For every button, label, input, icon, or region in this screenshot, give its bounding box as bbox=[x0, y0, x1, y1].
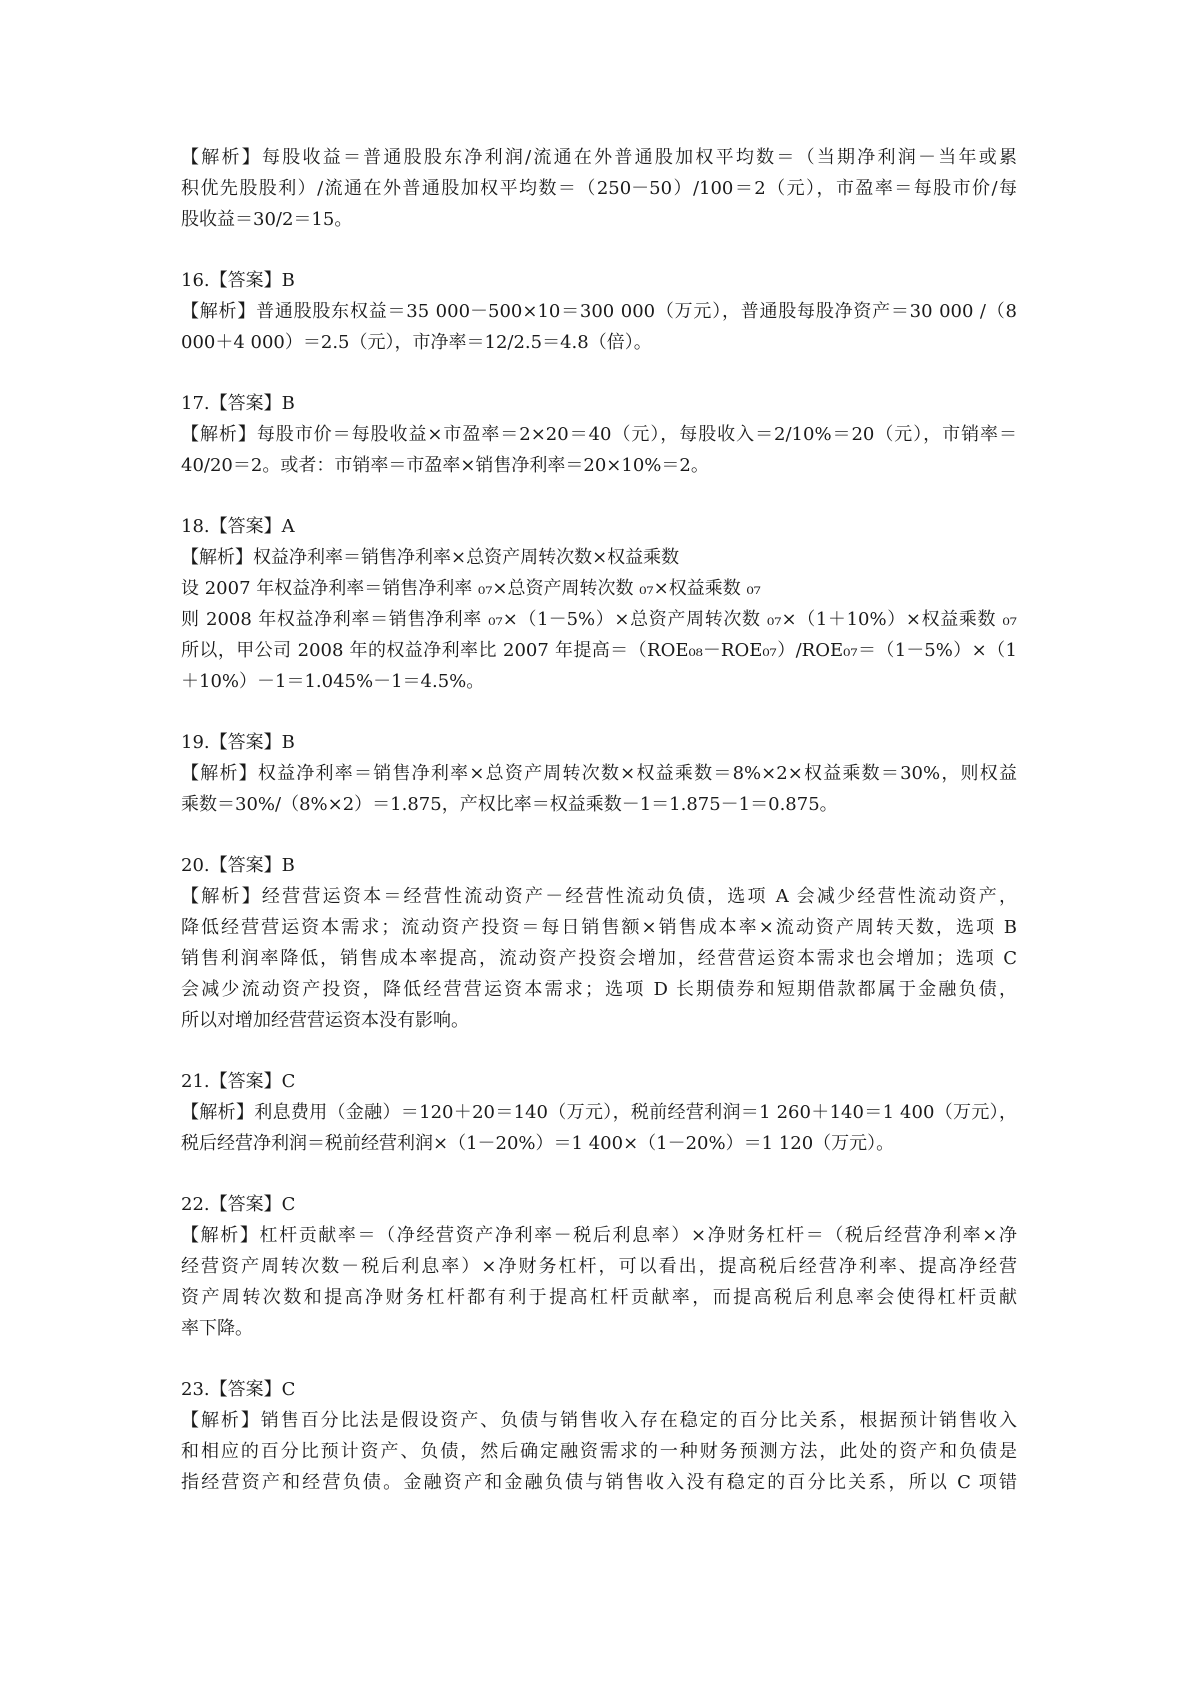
analysis-line: 40/20＝2。或者：市销率＝市盈率×销售净利率＝20×10%＝2。 bbox=[181, 455, 709, 476]
answer-heading: 17.【答案】B bbox=[181, 393, 295, 414]
analysis-line: 【解析】权益净利率＝销售净利率×总资产周转次数×权益乘数 bbox=[181, 547, 680, 568]
analysis-line: 所以，甲公司 2008 年的权益净利率比 2007 年提高＝（ROE₀₈－ROE₀₇）/ROE₀₇＝（1－5%）×（1 bbox=[181, 640, 1017, 661]
analysis-line: 所以对增加经营营运资本没有影响。 bbox=[181, 1010, 469, 1031]
analysis-line: 000＋4 000）＝2.5（元），市净率＝12/2.5＝4.8（倍）。 bbox=[181, 332, 652, 353]
answer-block-18 bbox=[181, 511, 1017, 697]
analysis-line: 【解析】杠杆贡献率＝（净经营资产净利率－税后利息率）×净财务杠杆＝（税后经营净利率×净 bbox=[181, 1225, 1017, 1246]
answer-block-17 bbox=[181, 388, 1017, 481]
analysis-line: 【解析】每股市价＝每股收益×市盈率＝2×20＝40（元），每股收入＝2/10%＝20（元），市销率＝ bbox=[181, 424, 1017, 445]
answer-block-15-analysis bbox=[181, 142, 1017, 235]
analysis-line: 税后经营净利润＝税前经营利润×（1－20%）＝1 400×（1－20%）＝1 120（万元）。 bbox=[181, 1133, 895, 1154]
analysis-line: 积优先股股利）/流通在外普通股加权平均数＝（250－50）/100＝2（元），市盈率＝每股市价/每 bbox=[181, 178, 1017, 199]
analysis-line: 乘数＝30%/（8%×2）＝1.875，产权比率＝权益乘数－1＝1.875－1＝0.875。 bbox=[181, 794, 838, 815]
answer-block-22 bbox=[181, 1189, 1017, 1344]
answer-block-16 bbox=[181, 265, 1017, 358]
analysis-line: 则 2008 年权益净利率＝销售净利率 ₀₇×（1－5%）×总资产周转次数 ₀₇×（1＋10%）×权益乘数 ₀₇ bbox=[181, 609, 1017, 630]
answer-heading: 16.【答案】B bbox=[181, 270, 295, 291]
analysis-line: 率下降。 bbox=[181, 1318, 253, 1339]
analysis-line: 会减少流动资产投资，降低经营营运资本需求；选项 D 长期债券和短期借款都属于金融负债， bbox=[181, 979, 1017, 1000]
analysis-line: 和相应的百分比预计资产、负债，然后确定融资需求的一种财务预测方法，此处的资产和负债是 bbox=[181, 1441, 1017, 1462]
answer-heading: 22.【答案】C bbox=[181, 1194, 296, 1215]
analysis-line: 销售利润率降低，销售成本率提高，流动资产投资会增加，经营营运资本需求也会增加；选项 C bbox=[181, 948, 1017, 969]
analysis-line: 【解析】每股收益＝普通股股东净利润/流通在外普通股加权平均数＝（当期净利润－当年或累 bbox=[181, 147, 1017, 168]
document-content bbox=[181, 142, 1017, 1528]
analysis-line: 【解析】利息费用（金融）＝120＋20＝140（万元），税前经营利润＝1 260＋140＝1 400（万元）， bbox=[181, 1102, 1017, 1123]
analysis-line: 指经营资产和经营负债。金融资产和金融负债与销售收入没有稳定的百分比关系，所以 C 项错 bbox=[181, 1472, 1017, 1493]
answer-heading: 21.【答案】C bbox=[181, 1071, 296, 1092]
analysis-line: 【解析】经营营运资本＝经营性流动资产－经营性流动负债，选项 A 会减少经营性流动资产， bbox=[181, 886, 1017, 907]
answer-heading: 19.【答案】B bbox=[181, 732, 295, 753]
analysis-line: 【解析】普通股股东权益＝35 000－500×10＝300 000（万元），普通股每股净资产＝30 000 /（8 bbox=[181, 301, 1017, 322]
analysis-line: 设 2007 年权益净利率＝销售净利率 ₀₇×总资产周转次数 ₀₇×权益乘数 ₀₇ bbox=[181, 578, 761, 599]
analysis-line: ＋10%）－1＝1.045%－1＝4.5%。 bbox=[181, 671, 485, 692]
answer-heading: 23.【答案】C bbox=[181, 1379, 296, 1400]
analysis-line: 资产周转次数和提高净财务杠杆都有利于提高杠杆贡献率，而提高税后利息率会使得杠杆贡献 bbox=[181, 1287, 1017, 1308]
answer-heading: 20.【答案】B bbox=[181, 855, 295, 876]
analysis-line: 【解析】销售百分比法是假设资产、负债与销售收入存在稳定的百分比关系，根据预计销售收入 bbox=[181, 1410, 1017, 1431]
analysis-line: 股收益＝30/2＝15。 bbox=[181, 209, 353, 230]
answer-block-23 bbox=[181, 1374, 1017, 1498]
analysis-line: 【解析】权益净利率＝销售净利率×总资产周转次数×权益乘数＝8%×2×权益乘数＝30%，则权益 bbox=[181, 763, 1017, 784]
answer-block-19 bbox=[181, 727, 1017, 820]
analysis-line: 经营资产周转次数－税后利息率）×净财务杠杆，可以看出，提高税后经营净利率、提高净经营 bbox=[181, 1256, 1017, 1277]
analysis-line: 降低经营营运资本需求；流动资产投资＝每日销售额×销售成本率×流动资产周转天数，选项 B bbox=[181, 917, 1017, 938]
answer-block-21 bbox=[181, 1066, 1017, 1159]
answer-heading: 18.【答案】A bbox=[181, 516, 295, 537]
answer-block-20 bbox=[181, 850, 1017, 1036]
